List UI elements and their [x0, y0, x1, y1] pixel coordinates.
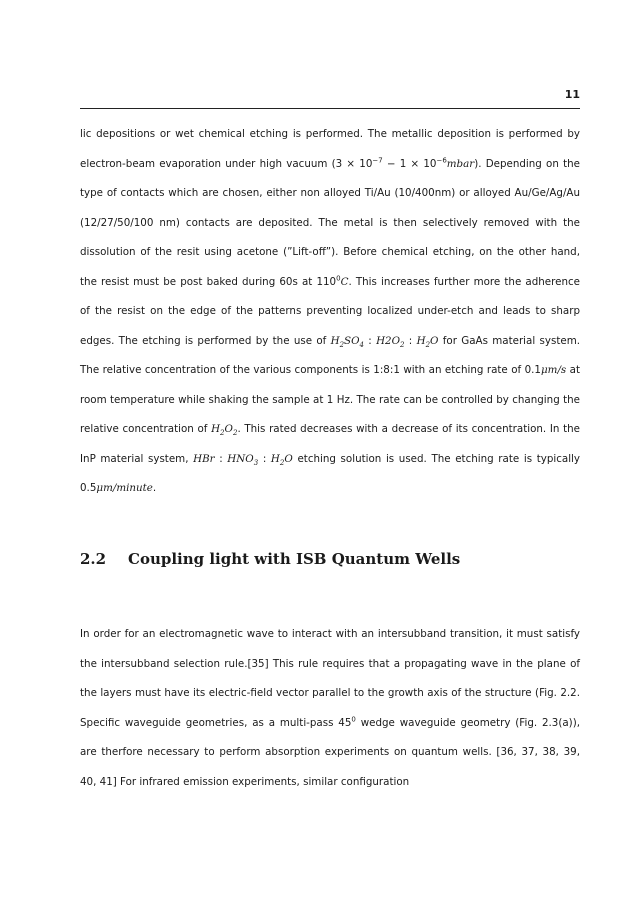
formula-hno3 — [227, 453, 258, 465]
text-run: ). Depending on the type of contacts which are chosen, either non alloyed Ti/Au (10/400nm) or alloyed Au/Ge/Ag/Au (12/27/50/100 nm) contacts are deposited. The metal is then selectively removed with the dissolution of the resit using acetone (”Lift-off”). Before chemical etching, on the other hand, the resist must be post baked during 60s at 110 — [80, 157, 580, 288]
formula-h2o — [417, 335, 439, 347]
formula-sub: 2 — [220, 429, 225, 438]
formula-sub: 2 — [339, 340, 345, 349]
exponent: 0 — [351, 715, 356, 724]
separator: : — [404, 334, 417, 347]
formula-part: H — [330, 334, 340, 347]
separator: : — [364, 334, 377, 347]
text-run: . This rated decreases with a decrease of its concentration. In the InP material system, — [80, 423, 580, 465]
unit-rate-minute: μm/minute — [96, 482, 153, 494]
text-run: . This increases further more the adherence of the resist on the edge of the patterns preventing localized under-etch and leads to sharp edges. The etching is performed by the use of — [80, 275, 580, 347]
exponent: −6 — [436, 156, 447, 165]
formula-h2o2 — [376, 335, 404, 347]
separator: : — [214, 452, 228, 465]
formula-h2o2-b — [211, 423, 238, 438]
paragraph-fabrication — [80, 120, 580, 504]
text-run: In order for an electromagnetic wave to interact with an intersubband transition, it must satisfy the intersubband selection rule.[35] This rule requires that a propagating wave in the plane of the layers must have its electric-field vector parallel to the growth axis of the structure (Fig. 2.2. Specific waveguide geometries, as a multi-pass 45 — [80, 628, 580, 729]
formula-part: SO — [344, 334, 360, 347]
formula-part: H — [416, 334, 426, 347]
formula-part: O — [224, 423, 233, 435]
text-run: − 1 × 10 — [382, 157, 437, 170]
formula-sub: 2 — [425, 340, 431, 349]
exponent: 0 — [336, 274, 341, 283]
formula-part: H — [211, 423, 221, 435]
exponent: −7 — [372, 156, 383, 165]
formula-part: H — [270, 452, 280, 465]
formula-h2so4 — [331, 335, 364, 347]
unit-rate: μm/s — [540, 364, 567, 376]
section-title: Coupling light with ISB Quantum Wells — [128, 550, 461, 568]
text-run: etching solution is used. The etching rate is typically 0.5 — [80, 452, 581, 494]
page-number: 11 — [564, 88, 580, 101]
formula-sub: 2 — [232, 429, 238, 438]
formula-sub: 2 — [400, 340, 405, 349]
formula-sub: 3 — [253, 458, 259, 467]
paragraph-coupling — [80, 620, 580, 797]
section-heading — [80, 550, 580, 568]
formula-sub: 2 — [279, 458, 285, 467]
formula-part: O — [430, 334, 439, 347]
unit-celsius: C — [340, 275, 349, 288]
formula-sub: 4 — [359, 340, 364, 349]
formula-part: HNO — [227, 452, 254, 465]
text-run: . — [152, 482, 157, 494]
formula-h2o-b — [271, 453, 293, 465]
formula-part: O — [284, 452, 293, 465]
text-run: for GaAs material system. The relative concentration of the various components is 1:8:1 with an etching rate of 0.1 — [80, 334, 581, 376]
text-run: at room temperature while shaking the sample at 1 Hz. The rate can be controlled by changing the relative concentration of — [80, 364, 581, 435]
text-run: lic depositions or wet chemical etching is performed. The metallic deposition is performed by electron-beam evaporation under high vacuum (3 × 10 — [80, 128, 580, 170]
separator: : — [258, 452, 271, 465]
text-run: wedge waveguide geometry (Fig. 2.3(a)), are therfore necessary to perform absorption experiments on quantum wells. [36, 37, 38, 39, 40, 41] For infrared emission experiments, similar configuration — [80, 716, 580, 788]
header-rule — [80, 108, 580, 109]
formula-part: H2O — [376, 334, 401, 347]
formula-hbr: HBr — [193, 452, 215, 465]
section-number: 2.2 — [80, 550, 107, 568]
unit-mbar: mbar — [446, 157, 475, 170]
